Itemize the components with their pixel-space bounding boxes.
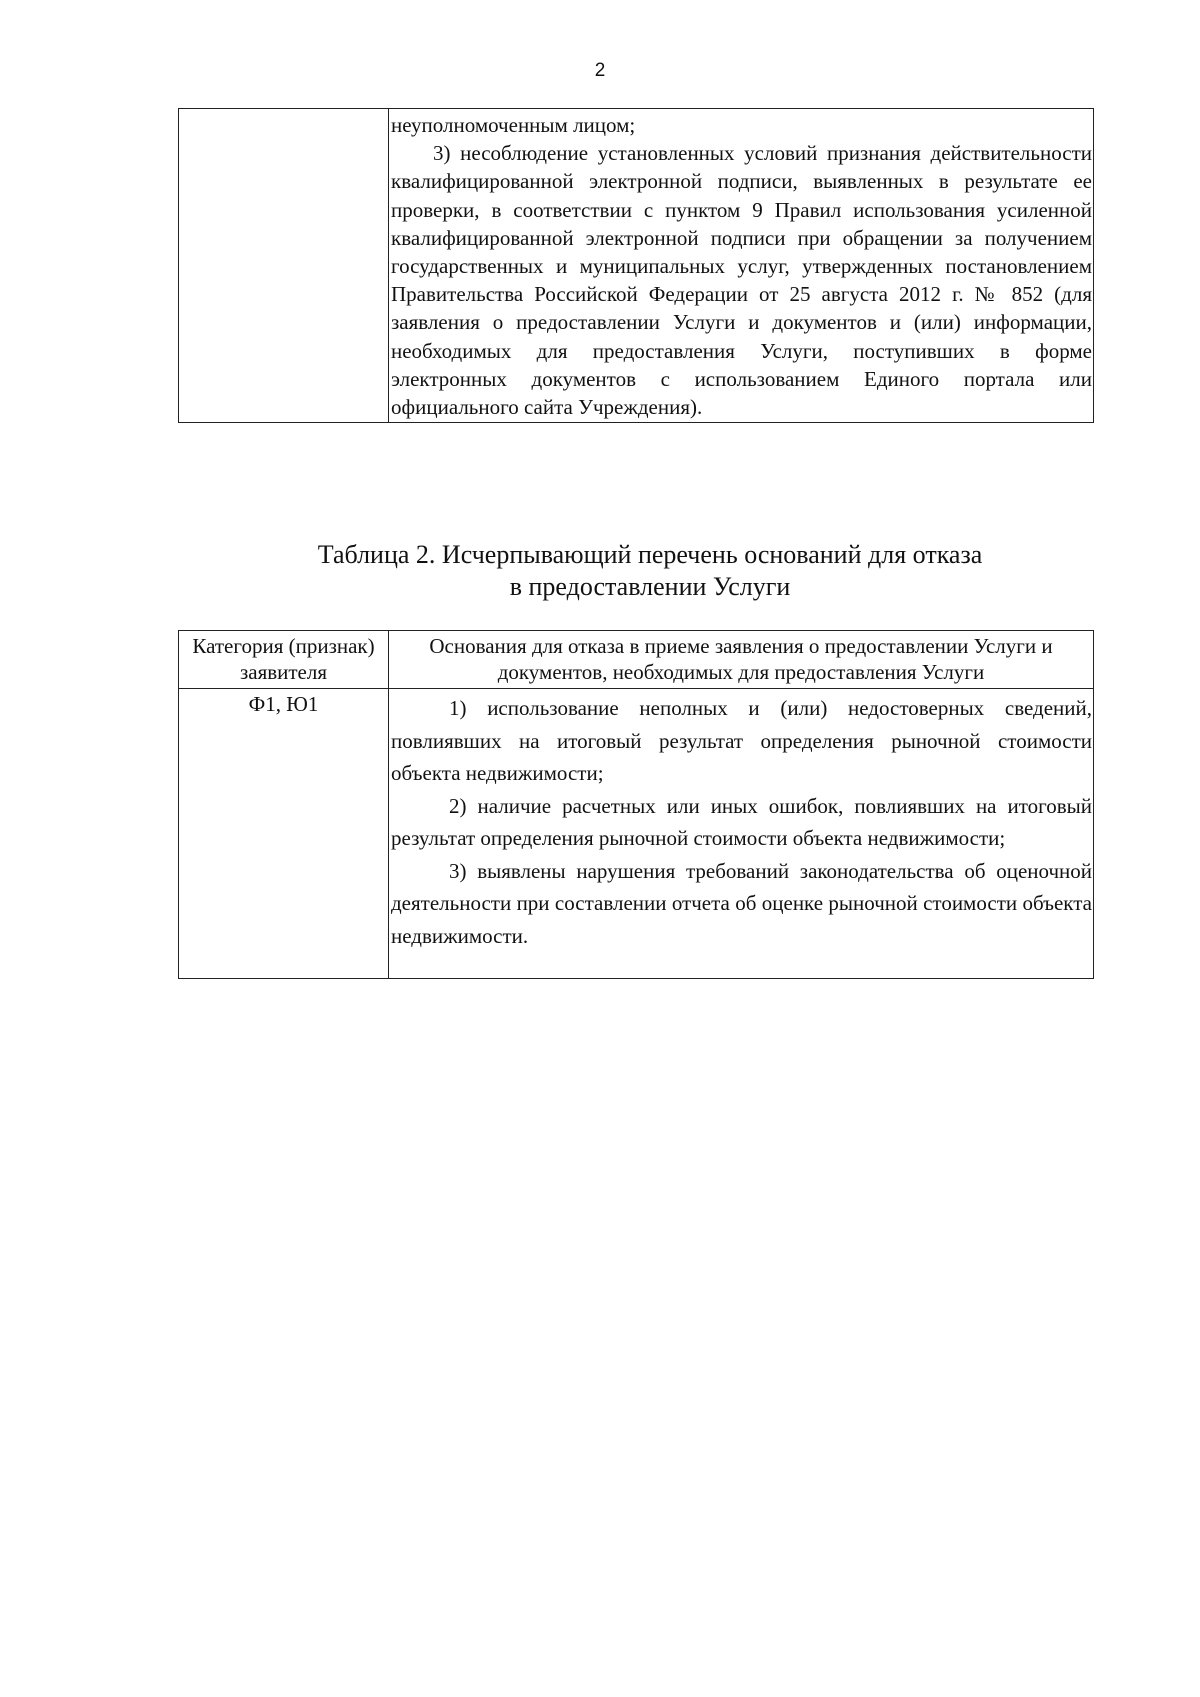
continuation-text-cell <box>389 109 1094 423</box>
column-header-reasons: Основания для отказа в приеме заявления о предоставлении Услуги и документов, необходимых для предоставления Услуги <box>389 631 1094 689</box>
continuation-paragraph: 3) несоблюдение установленных условий признания действительности квалифицированной электронной подписи, выявленных в результате ее проверки, в соответствии с пунктом 9 Правил использования усиленной квалифицированной электронной подписи при обращении за получением государственных и муниципальных услуг, утвержденных постановлением Правительства Российской Федерации от 25 августа 2012 г. № 852 (для заявления о предоставлении Услуги и документов и (или) информации, необходимых для предоставления Услуги, поступивших в форме электронных документов с использованием Единого портала или официального сайта Учреждения). <box>391 141 1092 420</box>
page-number: 2 <box>594 60 606 81</box>
reasons-cell <box>389 689 1094 979</box>
continuation-table <box>178 108 1094 423</box>
reason-item: 1) использование неполных и (или) недостоверных сведений, повлиявших на итоговый результат определения рыночной стоимости объекта недвижимости; <box>391 696 1092 785</box>
reason-item: 2) наличие расчетных или иных ошибок, повлиявших на итоговый результат определения рыночной стоимости объекта недвижимости; <box>391 793 1092 850</box>
caption-line: Таблица 2. Исчерпывающий перечень оснований для отказа <box>317 540 983 569</box>
category-cell: Ф1, Ю1 <box>179 689 389 979</box>
table-row <box>179 689 1094 979</box>
reason-item: 3) выявлены нарушения требований законодательства об оценочной деятельности при составлении отчета об оценке рыночной стоимости объекта недвижимости. <box>391 858 1092 948</box>
empty-category-cell <box>179 109 389 423</box>
table-header-row <box>179 631 1094 689</box>
caption-line: в предоставлении Услуги <box>509 572 791 601</box>
table-row <box>179 109 1094 423</box>
column-header-category: Категория (признак) заявителя <box>179 631 389 689</box>
refusal-grounds-table <box>178 630 1094 979</box>
continuation-paragraph: неуполномоченным лицом; <box>391 113 636 137</box>
table-caption <box>0 539 1200 603</box>
